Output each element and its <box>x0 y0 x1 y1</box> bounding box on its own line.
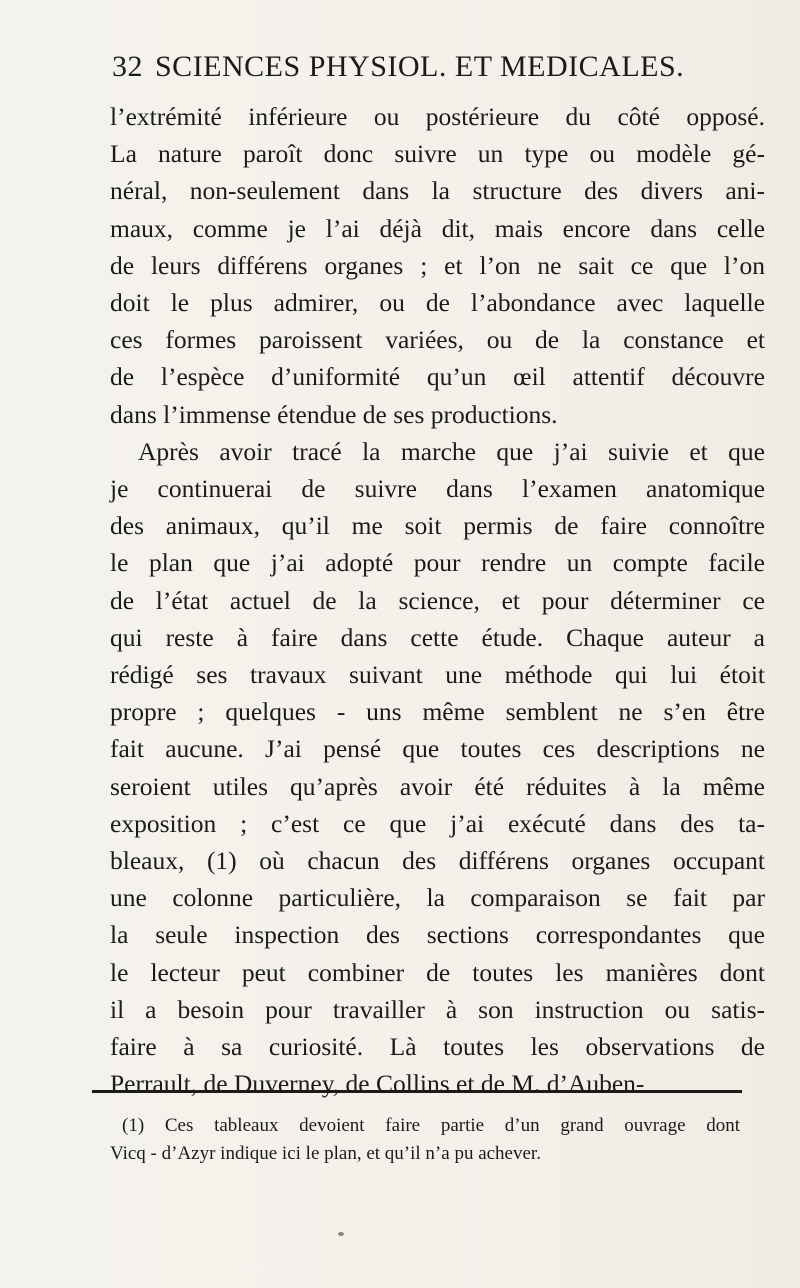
text-line: La nature paroît donc suivre un type ou modèle gé- <box>110 139 765 169</box>
text-line: doit le plus admirer, ou de l’abondance avec laquelle <box>110 288 765 318</box>
text-line: de l’espèce d’uniformité qu’un œil attentif découvre <box>110 362 765 392</box>
ink-speck <box>338 1232 344 1236</box>
text-line: je continuerai de suivre dans l’examen anatomique <box>110 474 765 504</box>
text-line: de l’état actuel de la science, et pour déterminer ce <box>110 585 765 615</box>
text-line: qui reste à faire dans cette étude. Chaque auteur a <box>110 622 765 652</box>
text-line: de leurs différens organes ; et l’on ne sait ce que l’on <box>110 250 765 280</box>
text-line: le lecteur peut combiner de toutes les manières dont <box>110 957 765 987</box>
text-line: le plan que j’ai adopté pour rendre un compte facile <box>110 548 765 578</box>
running-head <box>112 50 722 84</box>
footnote-line: Vicq - d’Azyr indique ici le plan, et qu’il n’a pu achever. <box>110 1143 541 1164</box>
text-line: faire à sa curiosité. Là toutes les observations de <box>110 1032 765 1062</box>
footnote-line: (1) Ces tableaux devoient faire partie d’un grand ouvrage dont <box>122 1115 740 1136</box>
text-line: néral, non-seulement dans la structure des divers ani- <box>110 176 765 206</box>
running-title: SCIENCES PHYSIOL. ET MEDICALES. <box>155 50 685 83</box>
text-line: l’extrémité inférieure ou postérieure du côté opposé. <box>110 102 765 131</box>
text-line: fait aucune. J’ai pensé que toutes ces descriptions ne <box>110 734 765 764</box>
text-line: seroient utiles qu’après avoir été réduites à la même <box>110 771 765 801</box>
text-line: dans l’immense étendue de ses productions. <box>110 399 558 429</box>
text-line: propre ; quelques - uns même semblent ne s’en être <box>110 697 765 727</box>
text-line: Perrault, de Duverney, de Collins et de M. d’Auben- <box>110 1069 645 1099</box>
text-line: rédigé ses travaux suivant une méthode qui lui étoit <box>110 660 765 690</box>
text-line: ces formes paroissent variées, ou de la constance et <box>110 325 765 355</box>
text-line: une colonne particulière, la comparaison se fait par <box>110 883 765 913</box>
page-number: 32 <box>112 50 143 83</box>
text-line: maux, comme je l’ai déjà dit, mais encore dans celle <box>110 213 765 243</box>
footnote-rule <box>92 1090 742 1093</box>
text-line: Après avoir tracé la marche que j’ai suivie et que <box>138 436 765 466</box>
body-text <box>110 98 765 1102</box>
text-line: des animaux, qu’il me soit permis de faire connoître <box>110 511 765 541</box>
text-line: bleaux, (1) où chacun des différens organes occupant <box>110 846 765 876</box>
text-line: la seule inspection des sections correspondantes que <box>110 920 765 950</box>
footnote <box>110 1112 740 1168</box>
text-line: exposition ; c’est ce que j’ai exécuté dans des ta- <box>110 808 765 838</box>
text-line: il a besoin pour travailler à son instruction ou satis- <box>110 994 765 1024</box>
